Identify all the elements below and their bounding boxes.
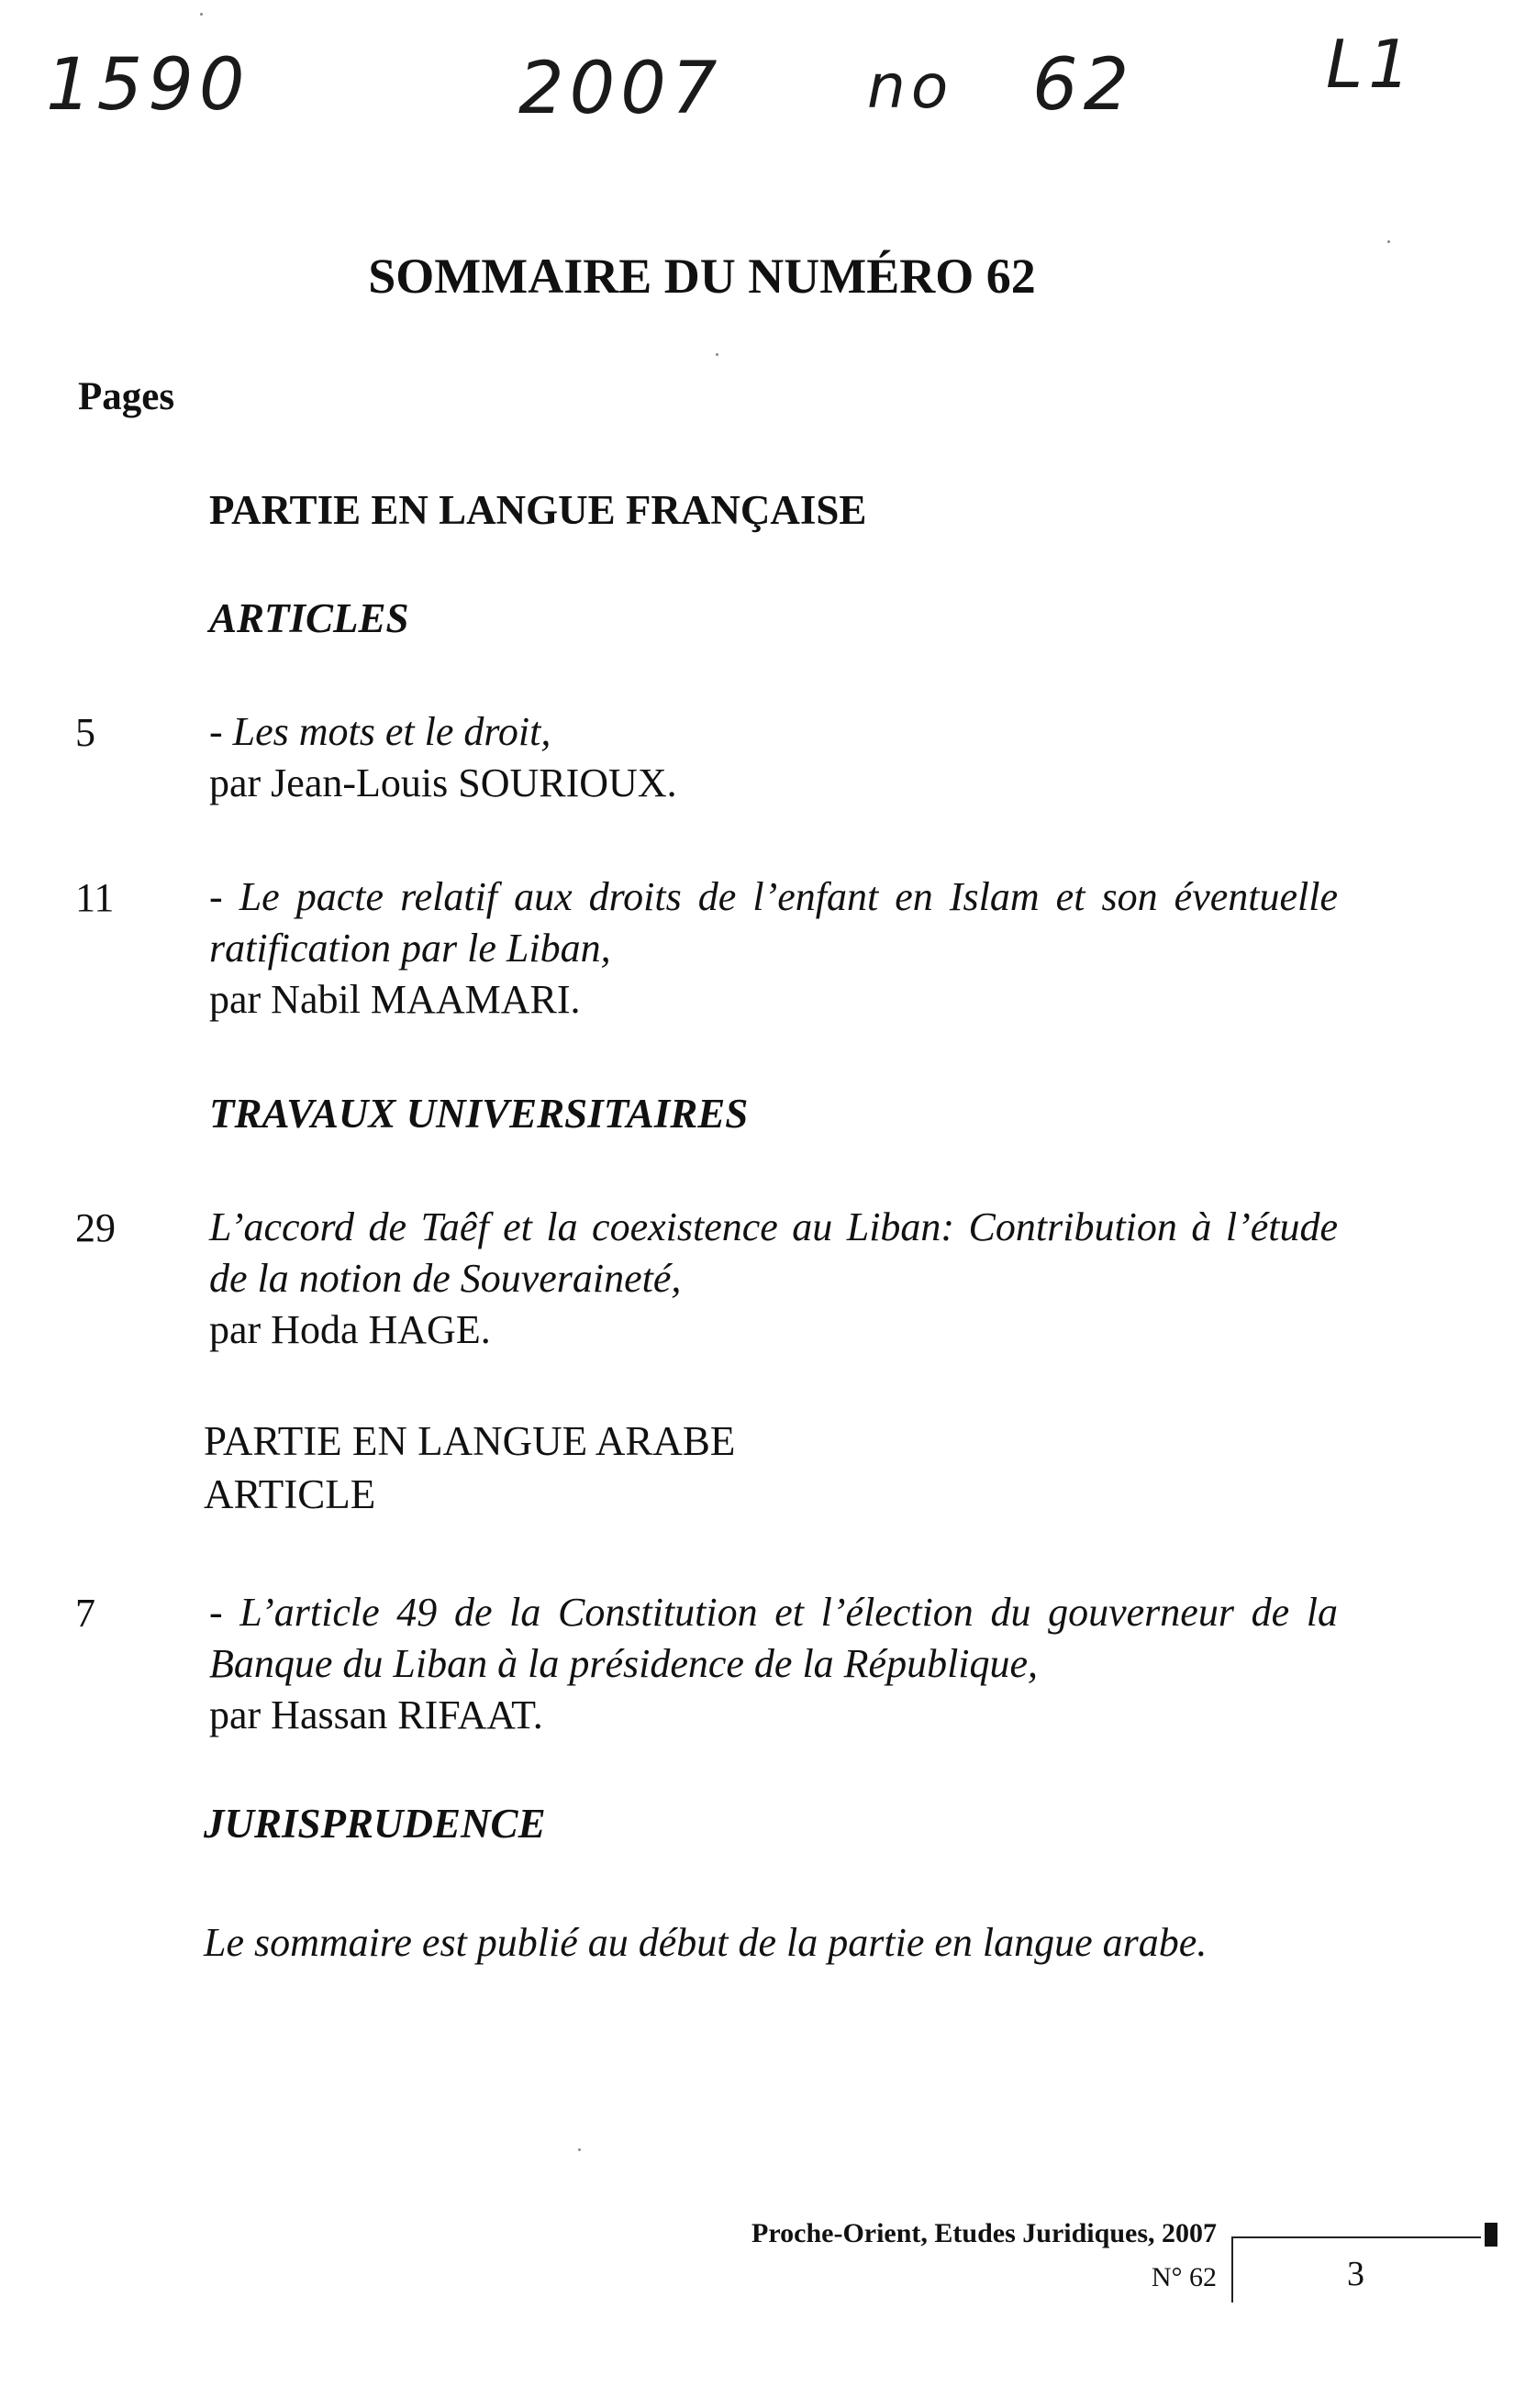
entry-page-number: 7	[75, 1591, 95, 1636]
entry-title: L’accord de Taêf et la coexistence au Liban: Contribution à l’étude de la notion de Souveraineté,	[209, 1204, 1338, 1301]
handwritten-corner-mark: L1	[1326, 26, 1416, 103]
jurisprudence-note: Le sommaire est publié au début de la partie en langue arabe.	[204, 1920, 1208, 1965]
articles-heading: ARTICLES	[209, 595, 409, 641]
toc-entry	[209, 1587, 1338, 1741]
toc-entry	[209, 706, 1338, 809]
footer-issue-number: N° 62	[1151, 2262, 1217, 2292]
jurisprudence-heading: JURISPRUDENCE	[204, 1801, 546, 1847]
toc-entry	[209, 871, 1338, 1026]
handwritten-issue-number: 62	[1032, 44, 1135, 127]
scan-speck	[1387, 240, 1390, 243]
entry-author: par Jean-Louis SOURIOUX.	[209, 760, 677, 805]
handwritten-number-label: no	[867, 51, 954, 122]
article-heading: ARTICLE	[204, 1471, 376, 1517]
entry-author: par Hassan RIFAAT.	[209, 1692, 543, 1737]
footer-corner-square	[1485, 2223, 1497, 2247]
scan-speck	[716, 353, 718, 356]
entry-author: par Hoda HAGE.	[209, 1307, 491, 1352]
handwritten-archive-number: 1590	[46, 44, 250, 127]
toc-entry	[209, 1202, 1338, 1356]
page-title: SOMMAIRE DU NUMÉRO 62	[368, 249, 1036, 304]
arabic-part-heading: PARTIE EN LANGUE ARABE	[204, 1418, 736, 1464]
entry-title: - L’article 49 de la Constitution et l’élection du gouverneur de la Banque du Liban à la présidence de la République,	[209, 1590, 1338, 1686]
scan-speck	[200, 13, 203, 16]
pages-column-label: Pages	[78, 375, 175, 418]
footer-journal-name: Proche-Orient, Etudes Juridiques, 2007	[751, 2218, 1217, 2248]
entry-author: par Nabil MAAMARI.	[209, 977, 581, 1022]
entry-page-number: 5	[75, 710, 95, 755]
footer-rule-horizontal	[1231, 2236, 1481, 2238]
travaux-heading: TRAVAUX UNIVERSITAIRES	[209, 1091, 749, 1137]
footer-page-number: 3	[1347, 2255, 1364, 2293]
entry-page-number: 11	[75, 875, 115, 920]
entry-title: - Les mots et le droit,	[209, 709, 551, 754]
handwritten-year: 2007	[518, 48, 723, 130]
entry-page-number: 29	[75, 1205, 116, 1250]
french-part-heading: PARTIE EN LANGUE FRANÇAISE	[209, 487, 867, 533]
scan-speck	[578, 2148, 581, 2151]
entry-title: - Le pacte relatif aux droits de l’enfant en Islam et son éventuelle ratification par le Liban,	[209, 874, 1338, 971]
footer-rule-vertical	[1231, 2236, 1233, 2303]
